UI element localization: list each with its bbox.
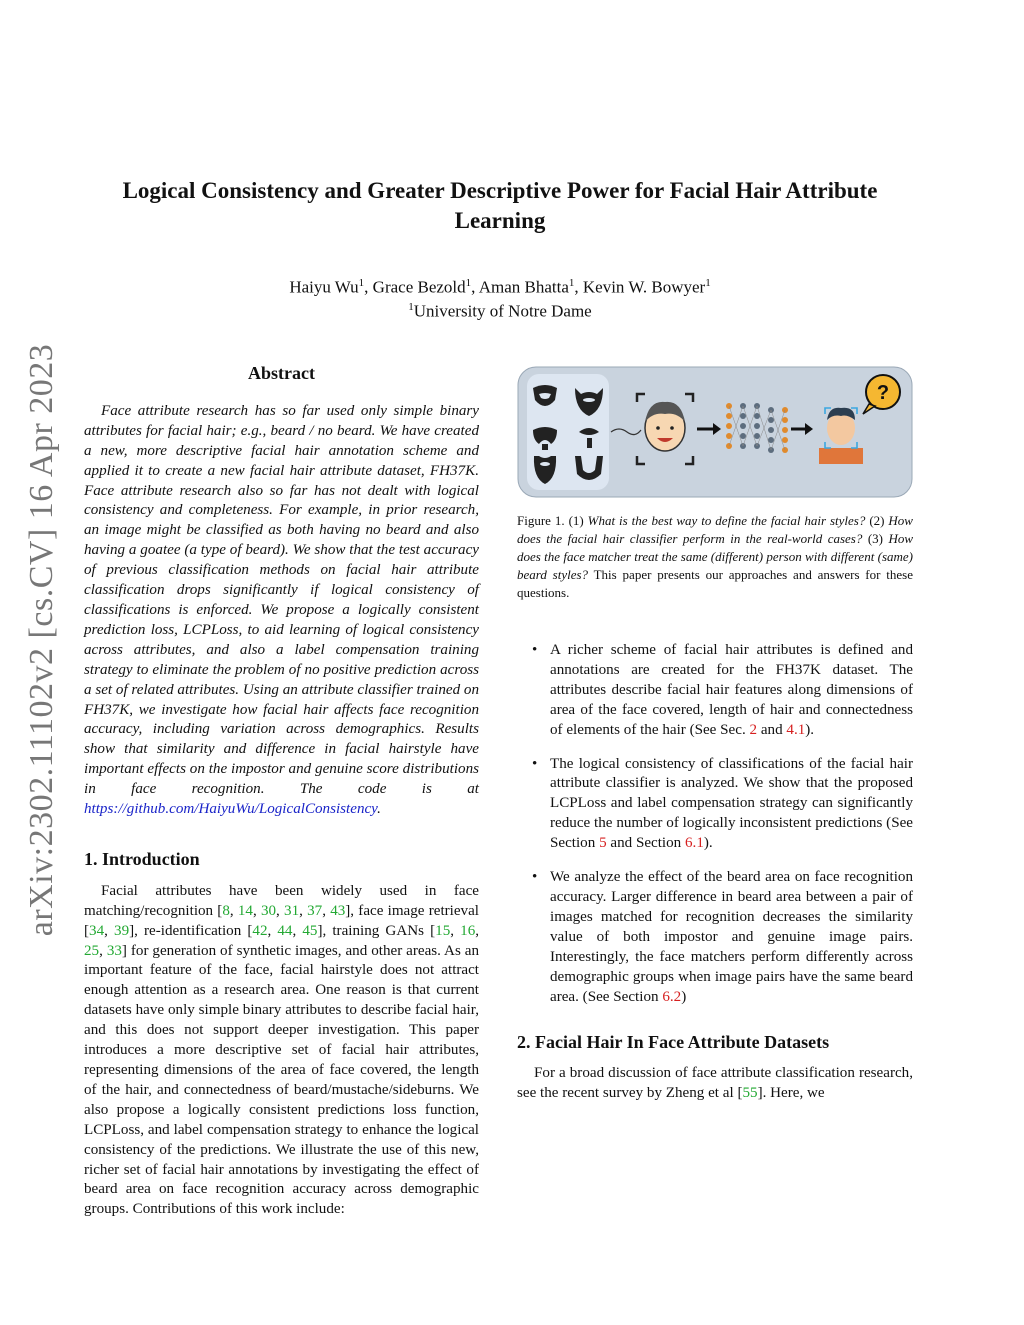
affiliation-mark: 1 [465, 277, 472, 289]
caption-question: What is the best way to define the facial hair styles? [587, 513, 866, 528]
list-item-text: ). [805, 721, 815, 738]
caption-tail: This paper presents our approaches and answers for these questions. [517, 567, 913, 600]
list-item [532, 755, 913, 855]
abstract-text: Face attribute research has so far used only simple binary attributes for facial hair; e.g., beard / no beard. We have created a new, more descriptive facial hair annotation scheme and applied it to create a new facial hair attribute dataset, FH37K. Face attribute research also so far has not dealt with logical consistency and completeness. For example, in prior research, an image might be classified as both having no beard and also having a goatee (a type of beard). We show that the test accuracy of previous classification methods on facial hair attribute classification drops significantly if logical consistency of classifications is enforced. We propose a logically consistent prediction loss, LCPLoss, to aid learning of logical consistency across attributes, and also a label compensation training strategy to eliminate the problem of no positive prediction across a set of related attributes. Using an attribute classifier trained on FH37K, we investigate how facial hair affects face recognition accuracy, including variation across demographics. Results show that similarity and difference in facial hairstyle have important effects on the impostor and genuine score distributions in face recognition. The code is at [84, 402, 479, 798]
section-link[interactable]: 2 [749, 721, 758, 738]
list-item-text: A richer scheme of facial hair attributes is defined and annotations are created for the FH37K dataset. The attributes describe facial hair features along dimensions of area of the face covered, length of hair and connectedness of elements of the hair (See Sec. [550, 642, 913, 738]
citation-link[interactable]: 43 [330, 902, 346, 919]
citation-link[interactable]: 45 [302, 922, 318, 939]
list-item-text: The logical consistency of classifications of the facial hair attribute classifier is analyzed. We show that the proposed LCPLoss and label compensation strategy can significantly reduce the number of logically inconsistent predictions (See Section [550, 755, 913, 852]
citation-link[interactable]: 55 [742, 1085, 758, 1102]
left-column [84, 364, 479, 1220]
list-item [532, 641, 913, 741]
citation-link[interactable]: 34 [89, 922, 105, 939]
intro-text: ], re-identification [ [129, 922, 253, 939]
section-2-text: For a broad discussion of face attribute classification research, see the recent survey by Zheng et al [ [517, 1065, 913, 1102]
citation-link[interactable]: 44 [277, 922, 293, 939]
section-2-heading: 2. Facial Hair In Face Attribute Datasets [517, 1032, 830, 1053]
caption-number: (3) [862, 531, 889, 546]
citation-link[interactable]: 16 [460, 922, 476, 939]
section-link[interactable]: 5 [599, 835, 607, 852]
section-2-text: ]. Here, we [757, 1085, 825, 1102]
citation-link[interactable]: 30 [260, 902, 277, 919]
intro-text: ], training GANs [ [317, 922, 436, 939]
author-name: Aman Bhatta [478, 277, 569, 297]
figure-1-illustration [517, 366, 913, 498]
intro-text: Facial attributes have been widely used in face matching/recognition [ [84, 882, 479, 919]
affiliation [100, 296, 900, 323]
abstract-end: . [377, 801, 381, 818]
citation-link[interactable]: 15 [435, 922, 451, 939]
intro-body: Facial attributes have been widely used in face matching/recognition [8, 14, 30, 31, 37, 43], face image retrieval [34, 39], re-identification [42, 44, 45], training GANs [15, 16, 25, 33] for generation of synthetic images, and other areas. As an important feature of the face, facial hairstyle does not attract enough attention as a research area. One reason is that current datasets have only simple binary attributes to describe facial hair, and this does not support deeper investigation. This paper introduces a more descriptive set of facial hair attributes, representing dimensions of the area of face covered, the length of the hair, and connectedness of beard/mustache/sideburns. We also propose a logically consistent predictions loss function, LCPLoss, and label compensation strategy to enhance the logical consistency of the predictions. We illustrate the use of this new, richer set of facial hair annotations by investigating the effect of beard area on face recognition accuracy across demographic groups. Contributions of this work include: [84, 882, 480, 1218]
contributions-list [517, 641, 913, 1007]
code-link[interactable]: https://github.com/HaiyuWu/LogicalConsistency [84, 801, 378, 818]
caption-question: How does the facial hair classifier perform in the real-world cases? [517, 513, 913, 546]
citation-link[interactable]: 8 [222, 902, 230, 919]
citation-link[interactable]: 25 [84, 942, 100, 959]
bullet: • [532, 642, 538, 658]
affiliation-name: University of Notre Dame [413, 301, 592, 321]
citation-link[interactable]: 37 [307, 902, 323, 919]
author-list: Haiyu Wu$^1$, Grace Bezold$^1$, Aman Bhatta$^1$, Kevin W. Bowyer$^1$ [289, 277, 711, 297]
intro-text: ] for generation of synthetic images, and other areas. As an important feature of the face, facial hairstyle does not attract enough attention as a research area. One reason is that current datasets have only simple binary attributes to describe facial hair, and this does not support deeper investigation. This paper introduces a more descriptive set of facial hair attributes, representing dimensions of the area of face covered, the length of the hair, and connectedness of beard/mustache/sideburns. We also propose a logically consistent predictions loss function, LCPLoss, and label compensation strategy to enhance the logical consistency of the predictions. We illustrate the use of this new, richer set of facial hair annotations by investigating the effect of beard area on face recognition accuracy across demographic groups. Contributions of this work include: [84, 942, 480, 1218]
list-item-text: and Section [606, 835, 685, 852]
intro-text: ], face image retrieval [ [84, 902, 479, 939]
list-item-text: ) [681, 988, 687, 1005]
section-2-body [517, 1064, 913, 1104]
citation-link[interactable]: 31 [284, 902, 300, 919]
paper-title: Logical Consistency and Greater Descriptive Power for Facial Hair Attribute Learning [122, 178, 878, 233]
citation-link[interactable]: 14 [237, 902, 253, 919]
section-link[interactable]: 4.1 [786, 721, 806, 738]
right-column [517, 629, 913, 1104]
section-link[interactable]: 6.2 [662, 988, 682, 1005]
list-item [532, 868, 913, 1007]
figure-1 [517, 366, 913, 498]
citation-link[interactable]: 39 [114, 922, 130, 939]
caption-number: (2) [865, 513, 889, 528]
section-link[interactable]: 6.1 [685, 835, 704, 852]
face-avatar [645, 402, 685, 451]
author-name: Haiyu Wu [289, 277, 359, 297]
question-mark: ? [876, 382, 890, 404]
bullet: • [532, 869, 538, 886]
affiliation-mark: 1 [408, 301, 414, 313]
affiliation-mark: 1 [705, 277, 711, 289]
affiliation-mark: 1 [358, 277, 365, 289]
caption-label: Figure 1. (1) [517, 513, 588, 528]
list-item-text: ). [703, 835, 713, 852]
list-item-text: We analyze the effect of the beard area on face recognition accuracy. Larger difference in beard area between a pair of images matched for recognition decreases the similarity value of both impostor and genuine image pairs. Interestingly, the face matchers perform differently across demographic groups when image pairs have the same beard area. (See Section [550, 869, 913, 1005]
abstract-body [84, 402, 479, 820]
author-name: Kevin W. Bowyer [582, 277, 706, 297]
affiliation-mark: 1 [568, 277, 575, 289]
citation-link[interactable]: 33 [106, 942, 122, 959]
caption-question: How does the face matcher treat the same (different) person with different (same) beard styles? [517, 531, 913, 582]
bullet: • [532, 755, 538, 772]
list-item-text: and [757, 721, 787, 738]
author-name: Grace Bezold [372, 277, 466, 297]
citation-link[interactable]: 42 [252, 922, 268, 939]
arxiv-stamp: arXiv:2302.11102v2 [cs.CV] 16 Apr 2023 [23, 343, 60, 937]
intro-heading: 1. Introduction [84, 848, 200, 869]
figure-caption [517, 512, 913, 602]
abstract-heading: Abstract [248, 363, 315, 383]
